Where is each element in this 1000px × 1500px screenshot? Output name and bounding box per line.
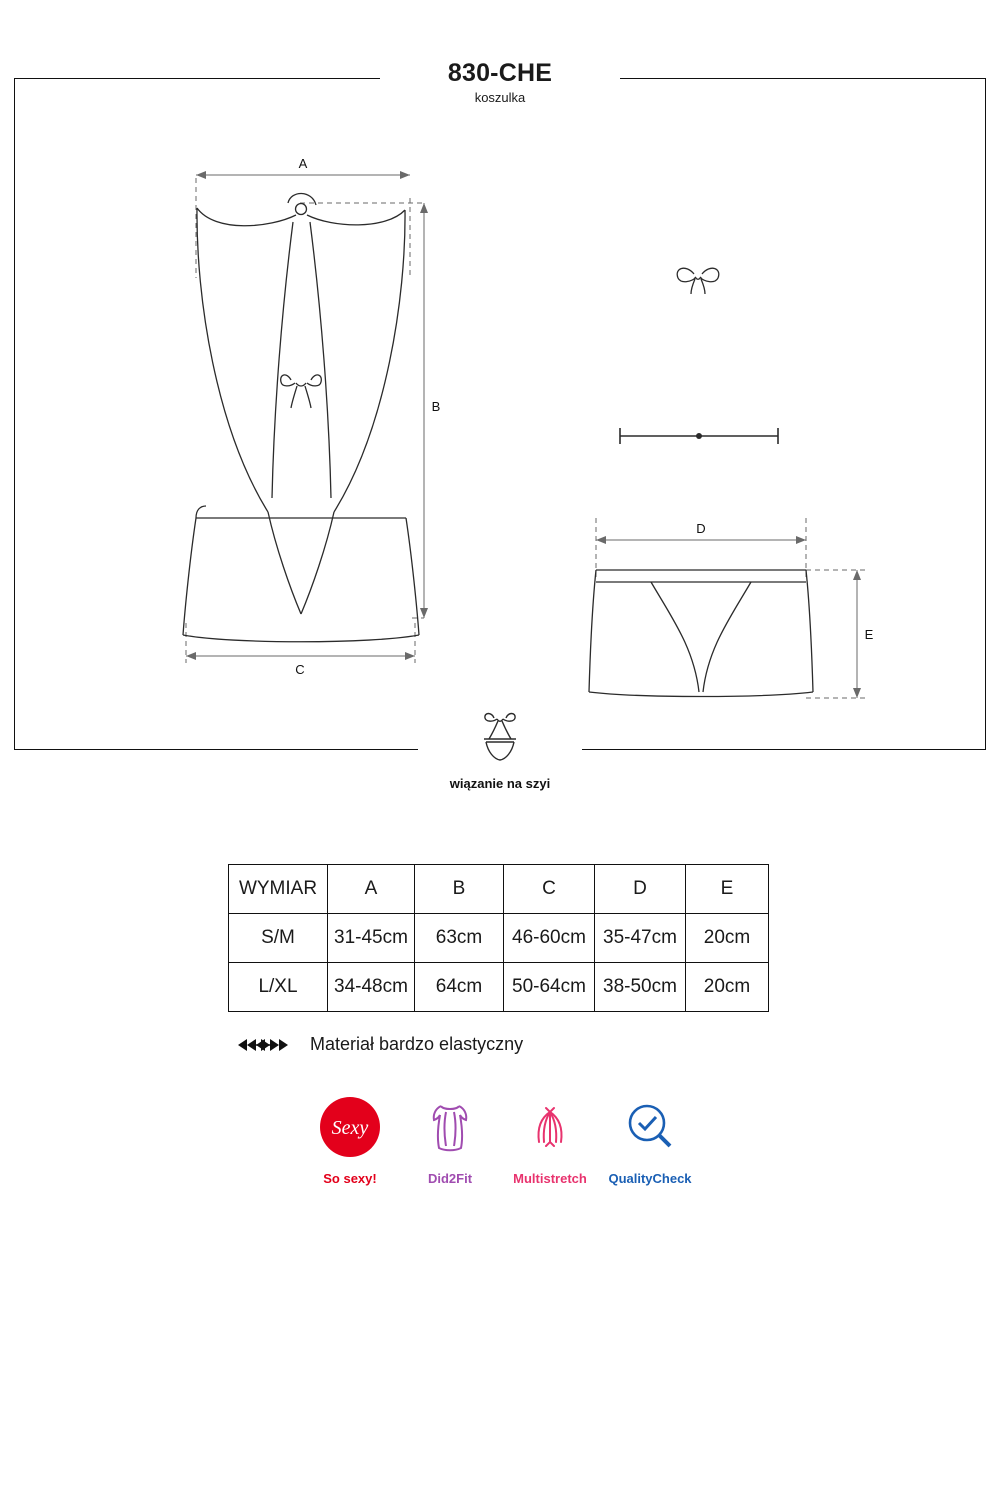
halter-neck-icon bbox=[468, 706, 532, 770]
header bbox=[0, 58, 1000, 108]
badge-qualitycheck bbox=[600, 1096, 700, 1186]
row-value-e: 20cm bbox=[686, 963, 769, 1012]
badge-label-so-sexy: So sexy! bbox=[323, 1171, 377, 1186]
badge-so-sexy bbox=[300, 1096, 400, 1186]
table-header-d: D bbox=[595, 865, 686, 914]
badge-label-multistretch: Multistretch bbox=[513, 1171, 587, 1186]
dress-fit-icon bbox=[419, 1096, 481, 1158]
sexy-circle-icon bbox=[319, 1096, 381, 1158]
garment-schematic-svg bbox=[0, 78, 1000, 750]
row-value-e: 20cm bbox=[686, 914, 769, 963]
badge-label-did2fit: Did2Fit bbox=[427, 1171, 473, 1186]
stretch-note bbox=[228, 1034, 523, 1055]
badge-did2fit bbox=[400, 1096, 500, 1186]
table-row bbox=[229, 963, 769, 1012]
row-size-label: L/XL bbox=[229, 963, 328, 1012]
row-value-c: 50-64cm bbox=[504, 963, 595, 1012]
table-header-c: C bbox=[504, 865, 595, 914]
row-value-b: 63cm bbox=[415, 914, 504, 963]
table-row bbox=[229, 914, 769, 963]
neck-tie-caption: wiązanie na szyi bbox=[449, 776, 551, 791]
multistretch-icon bbox=[519, 1096, 581, 1158]
row-value-c: 46-60cm bbox=[504, 914, 595, 963]
table-header-e: E bbox=[686, 865, 769, 914]
svg-text:C: C bbox=[295, 662, 305, 677]
stretch-note-text: Materiał bardzo elastyczny bbox=[310, 1034, 524, 1054]
row-value-b: 64cm bbox=[415, 963, 504, 1012]
table-header-wymiar: WYMIAR bbox=[229, 865, 328, 914]
svg-text:D: D bbox=[696, 521, 706, 536]
size-table bbox=[228, 864, 769, 1012]
row-value-a: 31-45cm bbox=[328, 914, 415, 963]
svg-text:E: E bbox=[864, 627, 874, 642]
technical-drawing bbox=[0, 78, 1000, 750]
magnifier-check-icon bbox=[619, 1096, 681, 1158]
table-header-row bbox=[229, 865, 769, 914]
table-header-a: A bbox=[328, 865, 415, 914]
page-title: 830-CHE bbox=[447, 59, 553, 87]
svg-text:A: A bbox=[298, 156, 308, 171]
row-value-a: 34-48cm bbox=[328, 963, 415, 1012]
neck-tie-feature bbox=[0, 706, 1000, 791]
row-size-label: S/M bbox=[229, 914, 328, 963]
badge-label-qualitycheck: QualityCheck bbox=[608, 1171, 692, 1186]
row-value-d: 35-47cm bbox=[595, 914, 686, 963]
badge-multistretch bbox=[500, 1096, 600, 1186]
double-arrow-icon bbox=[228, 1036, 298, 1054]
row-value-d: 38-50cm bbox=[595, 963, 686, 1012]
svg-text:B: B bbox=[431, 399, 441, 414]
svg-text:Sexy: Sexy bbox=[331, 1117, 369, 1139]
table-header-b: B bbox=[415, 865, 504, 914]
page-subtitle: koszulka bbox=[474, 90, 526, 105]
feature-badges bbox=[300, 1096, 700, 1186]
